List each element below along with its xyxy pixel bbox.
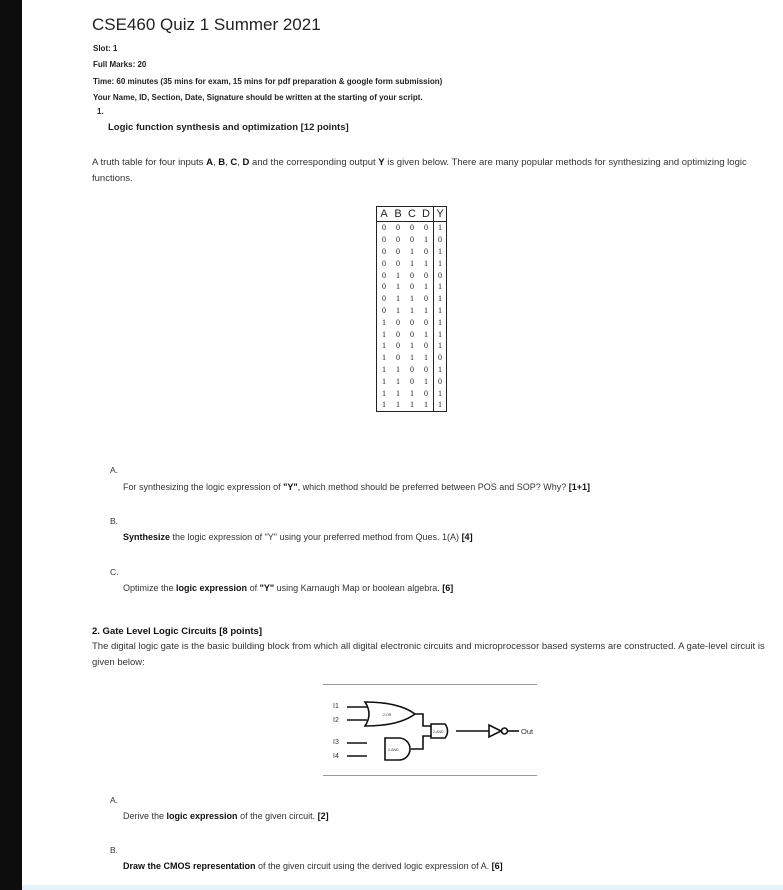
truth-table-row (377, 399, 447, 411)
input-label-i2: I2 (333, 717, 339, 724)
truth-table-cell: 0 (438, 353, 442, 363)
truth-table-cell: 1 (438, 341, 442, 351)
q1-part-c-letter: C. (110, 567, 119, 577)
truth-table-cell: 1 (410, 305, 414, 315)
question-1-heading: Logic function synthesis and optimization [12 points] (108, 122, 349, 133)
truth-table-cell: 0 (396, 235, 400, 245)
q2-part-b-letter: B. (110, 845, 119, 855)
truth-table-cell: 0 (419, 340, 434, 352)
truth-table-row (377, 387, 447, 399)
truth-table-cell: 1 (396, 388, 400, 398)
truth-table-cell: 0 (396, 258, 400, 268)
truth-table-cell: 0 (382, 235, 386, 245)
time-label: Time: 60 minutes (35 mins for exam, 15 mins for pdf preparation & google form submission) (93, 77, 443, 86)
truth-table-cell: 1 (396, 282, 400, 292)
truth-table-cell: 0 (382, 246, 386, 256)
truth-table-header: B (391, 207, 405, 222)
truth-table-header: D (419, 207, 434, 222)
instruction-label: Your Name, ID, Section, Date, Signature should be written at the starting of your script. (93, 93, 423, 102)
truth-table-row (377, 234, 447, 246)
truth-table-header-row (377, 207, 447, 222)
truth-table-row (377, 328, 447, 340)
truth-table-cell: 0 (419, 222, 434, 234)
q1-part-b-letter: B. (110, 516, 119, 526)
truth-table-row (377, 316, 447, 328)
left-dark-bar (0, 0, 22, 890)
truth-table-cell: 0 (438, 270, 442, 280)
truth-table-header: A (377, 207, 392, 222)
gate-circuit-diagram (323, 684, 537, 776)
truth-table-cell: 1 (419, 328, 434, 340)
truth-table-cell: 1 (419, 352, 434, 364)
question-2-intro: The digital logic gate is the basic building block from which all digital electronic circuits and microprocessor based systems are constructed. A gate-level circuit is given below: (92, 641, 765, 668)
q1-part-a-text: For synthesizing the logic expression of "Y", which method should be preferred between POS and SOP? Why? [1+1] (123, 482, 591, 492)
truth-table-cell: 0 (382, 305, 386, 315)
truth-table-cell: 1 (382, 341, 386, 351)
truth-table-cell: 0 (419, 387, 434, 399)
truth-table-cell: 1 (396, 294, 400, 304)
truth-table-cell: 0 (382, 223, 386, 233)
q2-part-a-text: Derive the logic expression of the given circuit. [2] (123, 811, 329, 821)
truth-table-cell: 0 (419, 364, 434, 376)
truth-table-cell: 1 (419, 375, 434, 387)
full-marks-label: Full Marks: 20 (93, 60, 147, 69)
truth-table-cell: 0 (419, 316, 434, 328)
truth-table-header: C (405, 207, 419, 222)
question-1-intro: A truth table for four inputs A, B, C, D and the corresponding output Y is given below. There are many popular methods for synthesizing and optimizing logic functions. (92, 157, 747, 184)
truth-table-row (377, 293, 447, 305)
truth-table-cell: 1 (382, 364, 386, 374)
truth-table-cell: 0 (382, 282, 386, 292)
truth-table-cell: 0 (410, 329, 414, 339)
truth-table-cell: 1 (438, 400, 442, 410)
truth-table (376, 206, 447, 412)
q1-part-a-letter: A. (110, 465, 119, 475)
q2-part-a-letter: A. (110, 795, 119, 805)
truth-table-cell: 1 (410, 388, 414, 398)
truth-table-cell: 0 (419, 246, 434, 258)
q2-part-b-text: Draw the CMOS representation of the given circuit using the derived logic expression of A. [6] (123, 861, 503, 871)
truth-table-cell: 1 (410, 246, 414, 256)
truth-table-body (377, 222, 447, 412)
truth-table-cell: 1 (410, 400, 414, 410)
truth-table-row (377, 375, 447, 387)
truth-table-cell: 0 (410, 270, 414, 280)
and-gate-1-label: 2-AND (388, 748, 399, 752)
q1-part-b-text: Synthesize the logic expression of "Y" using your preferred method from Ques. 1(A) [4] (123, 532, 473, 542)
truth-table-cell: 1 (396, 400, 400, 410)
truth-table-cell: 1 (438, 246, 442, 256)
truth-table-row (377, 257, 447, 269)
truth-table-cell: 0 (410, 364, 414, 374)
truth-table-cell: 1 (438, 258, 442, 268)
question-1-number: 1. (97, 107, 104, 116)
truth-table-cell: 1 (419, 234, 434, 246)
truth-table-cell: 0 (396, 317, 400, 327)
output-label: Out (521, 727, 534, 736)
truth-table-header: Y (434, 207, 447, 222)
truth-table-cell: 1 (419, 399, 434, 411)
truth-table-cell: 1 (438, 329, 442, 339)
not-gate-icon (489, 725, 501, 737)
truth-table-cell: 1 (438, 223, 442, 233)
truth-table-cell: 1 (419, 257, 434, 269)
truth-table-cell: 1 (438, 305, 442, 315)
truth-table-cell: 1 (419, 305, 434, 317)
truth-table-cell: 0 (382, 258, 386, 268)
truth-table-cell: 1 (396, 364, 400, 374)
truth-table-cell: 0 (410, 282, 414, 292)
truth-table-cell: 0 (396, 341, 400, 351)
truth-table-cell: 1 (438, 317, 442, 327)
truth-table-cell: 1 (382, 329, 386, 339)
truth-table-cell: 0 (396, 223, 400, 233)
truth-table-row (377, 305, 447, 317)
truth-table-cell: 0 (419, 293, 434, 305)
truth-table-cell: 1 (410, 353, 414, 363)
truth-table-row (377, 246, 447, 258)
truth-table-cell: 0 (438, 235, 442, 245)
truth-table-cell: 1 (382, 388, 386, 398)
truth-table-cell: 0 (410, 376, 414, 386)
input-label-i4: I4 (333, 753, 339, 760)
truth-table-cell: 1 (396, 376, 400, 386)
truth-table-cell: 1 (382, 317, 386, 327)
truth-table-cell: 1 (410, 294, 414, 304)
truth-table-row (377, 269, 447, 281)
truth-table-cell: 1 (438, 364, 442, 374)
truth-table-cell: 1 (382, 353, 386, 363)
bottom-scroll-strip (22, 885, 783, 890)
truth-table-cell: 1 (438, 388, 442, 398)
truth-table-cell: 0 (382, 270, 386, 280)
or-gate-label: 2-OR (383, 713, 392, 717)
truth-table-row (377, 281, 447, 293)
truth-table-cell: 0 (410, 235, 414, 245)
truth-table-cell: 0 (410, 317, 414, 327)
truth-table-cell: 1 (410, 341, 414, 351)
input-label-i3: I3 (333, 739, 339, 746)
truth-table-cell: 1 (438, 282, 442, 292)
truth-table-row (377, 364, 447, 376)
truth-table-cell: 1 (419, 281, 434, 293)
input-label-i1: I1 (333, 703, 339, 710)
question-2-heading: 2. Gate Level Logic Circuits [8 points] (92, 626, 262, 637)
truth-table-cell: 1 (438, 294, 442, 304)
truth-table-cell: 1 (382, 400, 386, 410)
truth-table-cell: 0 (382, 294, 386, 304)
truth-table-row (377, 352, 447, 364)
truth-table-cell: 0 (419, 269, 434, 281)
truth-table-row (377, 222, 447, 234)
truth-table-row (377, 340, 447, 352)
q1-part-c-text: Optimize the logic expression of "Y" using Karnaugh Map or boolean algebra. [6] (123, 583, 454, 593)
truth-table-cell: 1 (382, 376, 386, 386)
truth-table-cell: 0 (396, 353, 400, 363)
truth-table-cell: 1 (410, 258, 414, 268)
truth-table-cell: 0 (396, 329, 400, 339)
page-title: CSE460 Quiz 1 Summer 2021 (92, 15, 321, 34)
document-page (22, 0, 783, 885)
slot-label: Slot: 1 (93, 44, 118, 53)
truth-table-cell: 0 (396, 246, 400, 256)
truth-table-cell: 0 (438, 376, 442, 386)
truth-table-cell: 1 (396, 270, 400, 280)
truth-table-cell: 1 (396, 305, 400, 315)
truth-table-cell: 0 (410, 223, 414, 233)
and-gate-2-label: 2-AND (433, 730, 444, 734)
inverter-bubble-icon (502, 728, 508, 734)
